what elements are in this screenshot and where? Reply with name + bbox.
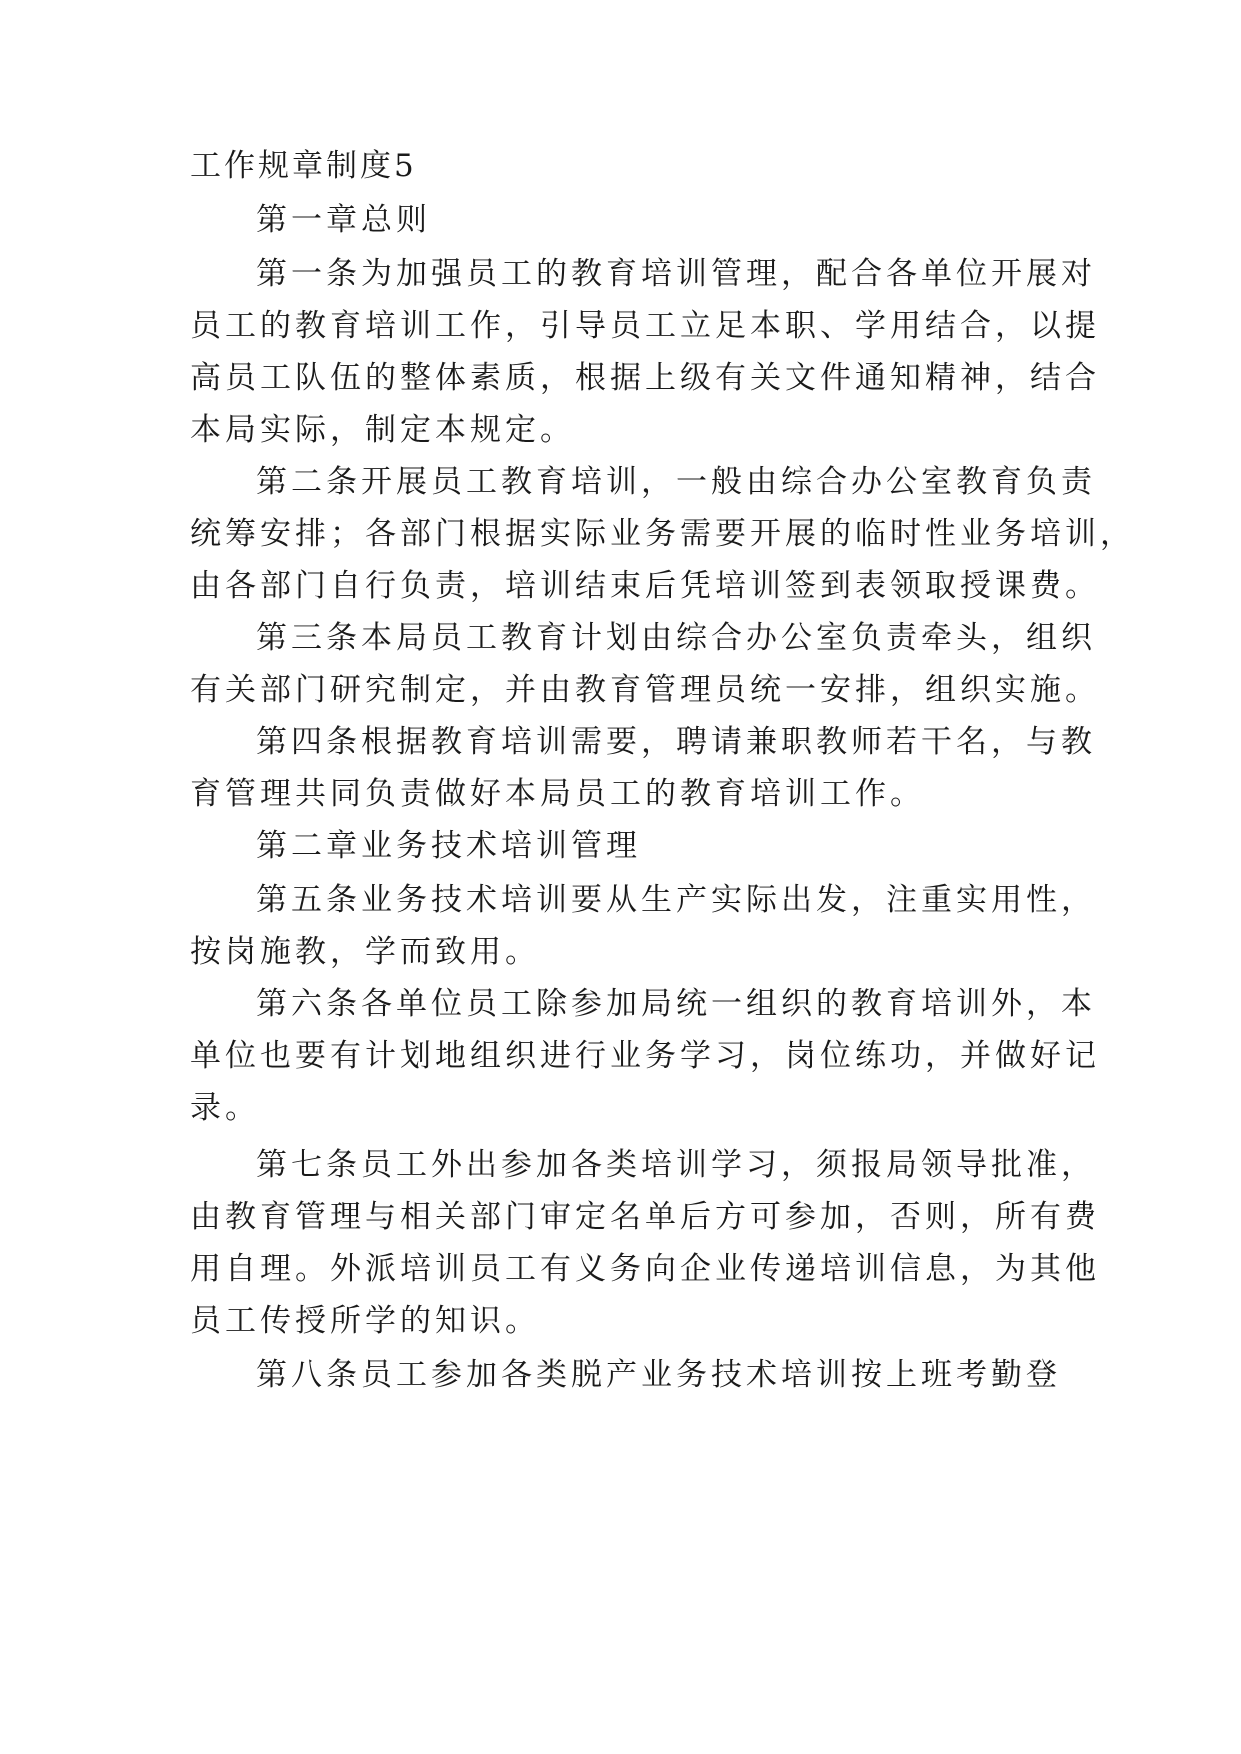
paragraph-line: 按岗施教，学而致用。 — [190, 934, 540, 970]
paragraph-line: 录。 — [190, 1090, 260, 1126]
paragraph-line: 第五条业务技术培训要从生产实际出发，注重实用性， — [256, 882, 1096, 918]
paragraph-line: 第二条开展员工教育培训，一般由综合办公室教育负责 — [256, 464, 1096, 500]
paragraph-line: 第八条员工参加各类脱产业务技术培训按上班考勤登 — [256, 1357, 1061, 1393]
paragraph-line: 由各部门自行负责，培训结束后凭培训签到表领取授课费。 — [190, 568, 1100, 604]
paragraph-line: 第一条为加强员工的教育培训管理，配合各单位开展对 — [256, 256, 1096, 292]
paragraph-line: 员工的教育培训工作，引导员工立足本职、学用结合，以提 — [190, 308, 1100, 344]
paragraph-line: 第七条员工外出参加各类培训学习，须报局领导批准， — [256, 1147, 1096, 1183]
paragraph-line: 单位也要有计划地组织进行业务学习，岗位练功，并做好记 — [190, 1038, 1100, 1074]
chapter-heading: 第一章总则 — [256, 202, 431, 238]
paragraph-line: 高员工队伍的整体素质，根据上级有关文件通知精神，结合 — [190, 360, 1100, 396]
chapter-heading: 第二章业务技术培训管理 — [256, 828, 641, 864]
paragraph-line: 有关部门研究制定，并由教育管理员统一安排，组织实施。 — [190, 672, 1100, 708]
paragraph-line: 第四条根据教育培训需要，聘请兼职教师若干名，与教 — [256, 724, 1096, 760]
paragraph-line: 用自理。外派培训员工有义务向企业传递培训信息，为其他 — [190, 1251, 1100, 1287]
paragraph-line: 第三条本局员工教育计划由综合办公室负责牵头，组织 — [256, 620, 1096, 656]
paragraph-line: 育管理共同负责做好本局员工的教育培训工作。 — [190, 776, 925, 812]
paragraph-line: 第六条各单位员工除参加局统一组织的教育培训外，本 — [256, 986, 1096, 1022]
document-title: 工作规章制度5 — [190, 148, 417, 184]
paragraph-line: 由教育管理与相关部门审定名单后方可参加，否则，所有费 — [190, 1199, 1100, 1235]
paragraph-line: 员工传授所学的知识。 — [190, 1303, 540, 1339]
paragraph-line: 本局实际，制定本规定。 — [190, 412, 575, 448]
paragraph-line: 统筹安排；各部门根据实际业务需要开展的临时性业务培训， — [190, 516, 1135, 552]
